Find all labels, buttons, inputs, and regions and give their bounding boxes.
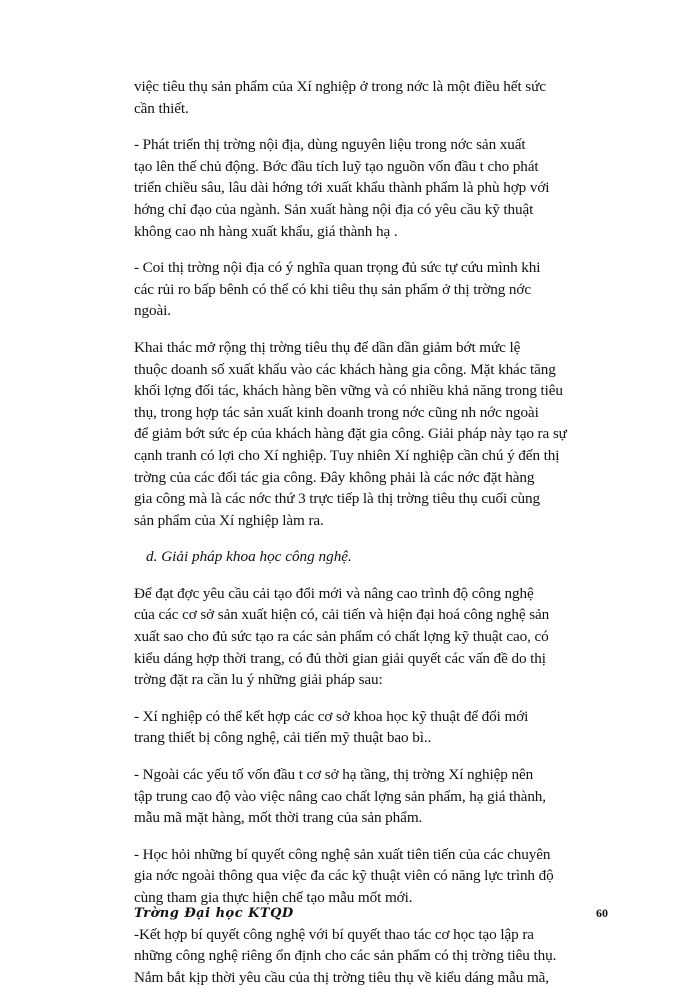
text-line: hớng chỉ đạo của ngành. Sản xuất hàng nội địa có yêu cầu kỹ thuật — [134, 200, 534, 218]
text-line: của các cơ sở sản xuất hiện có, cải tiến và hiện đại hoá công nghệ sản — [134, 606, 550, 624]
text-line: việc tiêu thụ sản phẩm của Xí nghiệp ở trong nớc là một điều hết sức — [134, 78, 546, 95]
text-line: để giảm bớt sức ép của khách hàng đặt gia công. Giải pháp này tạo ra sự — [134, 425, 567, 443]
text-line: cùng tham gia thực hiện chế tạo mẫu mốt mới. — [134, 889, 413, 906]
paragraph-9 — [134, 924, 620, 989]
text-line: tạo lên thế chủ động. Bớc đầu tích luỹ tạo nguồn vốn đầu t cho phát — [134, 157, 539, 175]
page-number: 60 — [596, 906, 608, 920]
text-line: triển chiều sâu, lâu dài hớng tới xuất khẩu thành phẩm là phù hợp với — [134, 179, 550, 197]
text-line: trang thiết bị công nghệ, cải tiến mỹ thuật bao bì.. — [134, 729, 432, 747]
text-line: - Xí nghiệp có thể kết hợp các cơ sở khoa học kỹ thuật để đổi mới — [134, 707, 529, 725]
text-line: các rủi ro bấp bênh có thể có khi tiêu thụ sản phẩm ở thị trờng nớc — [134, 280, 531, 298]
text-line: cần thiết. — [134, 99, 189, 117]
text-line: cạnh tranh có lợi cho Xí nghiệp. Tuy nhiên Xí nghiệp cần chú ý đến thị — [134, 446, 560, 464]
paragraph-7 — [134, 764, 620, 829]
paragraph-3 — [134, 257, 620, 322]
text-line: tập trung cao độ vào việc nâng cao chất lợng sản phẩm, hạ giá thành, — [134, 787, 546, 805]
text-line: ngoài. — [134, 302, 171, 320]
paragraph-8 — [134, 844, 620, 909]
text-line: - Học hỏi những bí quyết công nghệ sản xuất tiên tiến của các chuyên — [134, 845, 551, 863]
text-line: những công nghệ riêng ổn định cho các sản phẩm có thị trờng tiêu thụ. — [134, 947, 557, 965]
text-line: Để đạt đợc yêu cầu cải tạo đổi mới và nâng cao trình độ công nghệ — [134, 584, 534, 602]
text-line: thụ, trong hợp tác sản xuất kinh doanh trong nớc cũng nh nớc ngoài — [134, 403, 539, 421]
text-line: sản phẩm của Xí nghiệp làm ra. — [134, 511, 324, 529]
section-heading: d. Giải pháp khoa học công nghệ. — [146, 548, 352, 566]
paragraph-1 — [134, 76, 620, 119]
text-line: Nắm bắt kịp thời yêu cầu của thị trờng tiêu thụ về kiểu dáng mẫu mã, — [134, 968, 549, 986]
text-line: - Phát triển thị trờng nội địa, dùng nguyên liệu trong nớc sản xuất — [134, 136, 526, 154]
text-line: -Kết hợp bí quyết công nghệ với bí quyết thao tác cơ học tạo lập ra — [134, 925, 534, 943]
text-line: gia công mà là các nớc thứ 3 trực tiếp là thị trờng tiêu thụ cuối cùng — [134, 490, 540, 508]
text-line: trờng đặt ra cần lu ý những giải pháp sau: — [134, 671, 383, 689]
text-line: Khai thác mở rộng thị trờng tiêu thụ để dần dần giảm bớt mức lệ — [134, 338, 521, 356]
footer-institution: Trờng Đại học KTQD — [134, 906, 294, 921]
text-line: gia nớc ngoài thông qua việc đa các kỹ thuật viên có năng lực trình độ — [134, 867, 554, 885]
paragraph-4 — [134, 337, 620, 531]
text-line: kiểu dáng hợp thời trang, có đủ thời gian giải quyết các vấn đề do thị — [134, 649, 546, 667]
paragraph-2 — [134, 134, 620, 242]
paragraph-6 — [134, 706, 620, 749]
text-line: khối lợng đối tác, khách hàng bền vững và có nhiều khả năng trong tiêu — [134, 382, 563, 400]
text-line: thuộc doanh số xuất khẩu vào các khách hàng gia công. Mặt khác tăng — [134, 360, 556, 378]
page-body — [134, 76, 620, 1003]
paragraph-5 — [134, 583, 620, 691]
text-line: - Ngoài các yếu tố vốn đầu t cơ sở hạ tầng, thị trờng Xí nghiệp nên — [134, 766, 534, 784]
text-line: - Coi thị trờng nội địa có ý nghĩa quan trọng đủ sức tự cứu mình khi — [134, 259, 541, 277]
text-line: không cao nh hàng xuất khẩu, giá thành hạ . — [134, 222, 398, 240]
text-line: xuất sao cho đủ sức tạo ra các sản phẩm có chất lợng kỹ thuật cao, có — [134, 628, 549, 646]
text-line: trờng của các đối tác gia công. Đây không phải là các nớc đặt hàng — [134, 468, 535, 486]
text-line: mẫu mã mặt hàng, mốt thời trang của sản phẩm. — [134, 809, 423, 827]
